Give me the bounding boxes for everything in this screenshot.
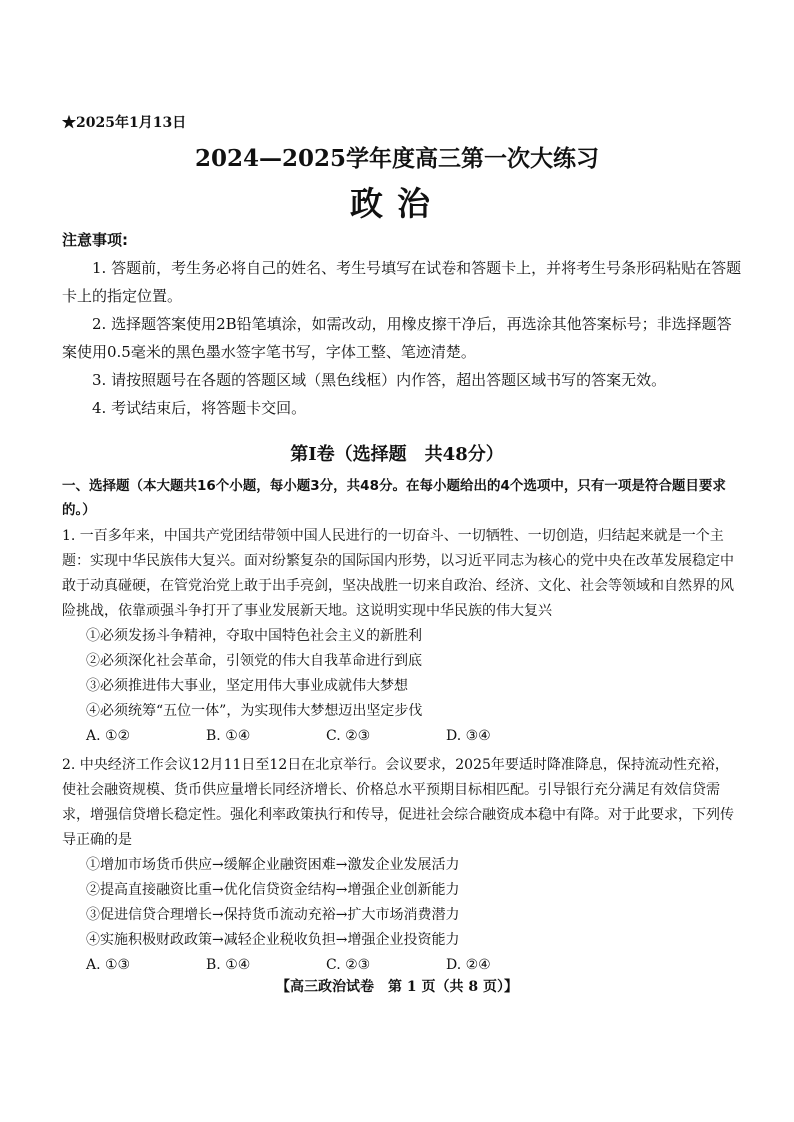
question-option: ③必须推进伟大事业，坚定用伟大事业成就伟大梦想 bbox=[86, 678, 408, 694]
section-instruction: 一、选择题（本大题共16个小题，每小题3分，共48分。在每小题给出的4个选项中，只有一项是符合题目要求的。） bbox=[62, 478, 726, 518]
exam-date: ★2025年1月13日 bbox=[62, 115, 187, 131]
question-option: ①必须发扬斗争精神，夺取中国特色社会主义的新胜利 bbox=[86, 628, 422, 644]
question-option: ④必须统筹“五位一体”，为实现伟大梦想迈出坚定步伐 bbox=[86, 703, 423, 719]
question-1 bbox=[62, 524, 742, 749]
choice-b: B. ①④ bbox=[206, 957, 251, 973]
note-item: 2. 选择题答案使用2B铅笔填涂，如需改动，用橡皮擦干净后，再选涂其他答案标号；非选择题答案使用0.5毫米的黑色墨水签字笔书写，字体工整、笔迹清楚。 bbox=[62, 315, 732, 361]
question-option: ②必须深化社会革命，引领党的伟大自我革命进行到底 bbox=[86, 653, 422, 669]
question-part bbox=[62, 474, 742, 978]
question-option: ④实施积极财政政策→减轻企业税收负担→增强企业投资能力 bbox=[86, 932, 460, 948]
notes-section bbox=[62, 226, 742, 422]
answer-choices bbox=[62, 953, 742, 978]
choice-a: A. ①② bbox=[86, 728, 131, 744]
exam-subject: 政治 bbox=[350, 184, 444, 223]
choice-d: D. ③④ bbox=[446, 728, 491, 744]
question-option: ①增加市场货币供应→缓解企业融资困难→激发企业发展活力 bbox=[86, 857, 460, 873]
question-option: ②提高直接融资比重→优化信贷资金结构→增强企业创新能力 bbox=[86, 882, 460, 898]
notes-heading: 注意事项: bbox=[62, 231, 128, 249]
choice-c: C. ②③ bbox=[326, 728, 371, 744]
choice-a: A. ①③ bbox=[86, 957, 131, 973]
exam-title: 2024—2025学年度高三第一次大练习 bbox=[194, 145, 600, 172]
answer-choices bbox=[62, 724, 742, 749]
question-stem: 2. 中央经济工作会议12月11日至12日在北京举行。会议要求，2025年要适时降准降息，保持流动性充裕，使社会融资规模、货币供应量增长同经济增长、价格总水平预期目标相匹配。引导银行充分满足有效信贷需求，增强信贷增长稳定性。强化利率政策执行和传导，促进社会综合融资成本稳中有降。对于此要求，下列传导正确的是 bbox=[62, 757, 734, 848]
question-2 bbox=[62, 753, 742, 978]
note-item: 3. 请按照题号在各题的答题区域（黑色线框）内作答，超出答题区域书写的答案无效。 bbox=[92, 371, 667, 389]
question-option: ③促进信贷合理增长→保持货币流动充裕→扩大市场消费潜力 bbox=[86, 907, 460, 923]
choice-c: C. ②③ bbox=[326, 957, 371, 973]
question-stem: 1. 一百多年来，中国共产党团结带领中国人民进行的一切奋斗、一切牺牲、一切创造，归结起来就是一个主题：实现中华民族伟大复兴。面对纷繁复杂的国际国内形势，以习近平同志为核心的党中央在改革发展稳定中敢于动真碰硬，在管党治党上敢于出手亮剑，坚决战胜一切来自政治、经济、文化、社会等领域和自然界的风险挑战，依靠顽强斗争打开了事业发展新天地。这说明实现中华民族的伟大复兴 bbox=[62, 528, 734, 619]
note-item: 1. 答题前，考生务必将自己的姓名、考生号填写在试卷和答题卡上，并将考生号条形码粘贴在答题卡上的指定位置。 bbox=[62, 259, 742, 305]
page-footer: 【高三政治试卷 第 1 页（共 8 页）】 bbox=[276, 979, 518, 995]
section-title: 第I卷（选择题 共48分） bbox=[290, 444, 504, 465]
choice-b: B. ①④ bbox=[206, 728, 251, 744]
choice-d: D. ②④ bbox=[446, 957, 491, 973]
note-item: 4. 考试结束后，将答题卡交回。 bbox=[92, 399, 307, 417]
